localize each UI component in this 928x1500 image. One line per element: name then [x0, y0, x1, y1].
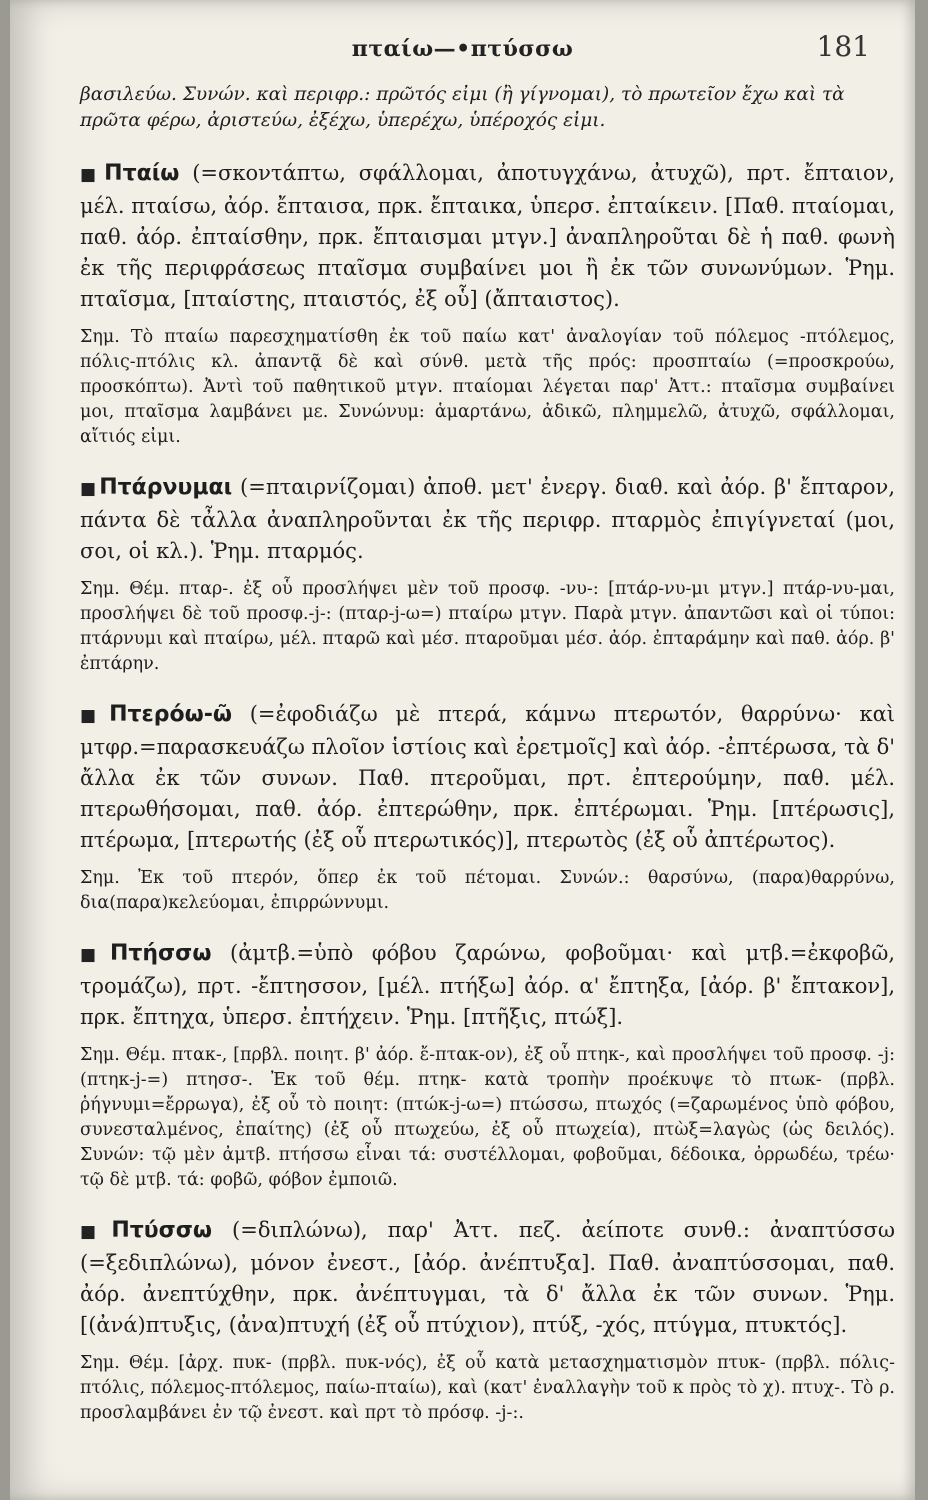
entry-ptarnymai: [80, 472, 895, 567]
note-ptesso: Σημ. Θέμ. πτακ-, [πρβλ. ποιητ. β' ἀόρ. ἔ-πτακ-ον), ἐξ οὗ πτηκ-, καὶ προσλήψει τοῦ προσφ. -j: (πτηκ-j-=) πτησσ-. Ἐκ τοῦ θέμ. πτηκ- κατὰ τροπὴν προέκυψε τὸ πτωκ- (πρβλ. ῥήγνυμι=ἔρρωγα), ἐξ οὗ τὸ ποιητ: (πτώκ-j-ω=) πτώσσω, πτωχός (=ζαρωμένος ὑπὸ φόβου, συνεσταλμένος, ἐπαίτης) (ἐξ οὗ πτωχεύω, ἐξ οὗ πτωχεία), πτὼξ=λαγὼς (ὡς δειλός). Συνών: τῷ μὲν ἀμτβ. πτήσσω εἶναι τά: συστέλλομαι, φοβοῦμαι, δέδοικα, ὀρρωδέω, τρέω· τῷ δὲ μτβ. τά: φοβῶ, φόβον ἐμποιῶ.: [80, 1045, 895, 1190]
headword: ■ Πτάρνυμαι: [80, 475, 232, 500]
headword: ■ Πταίω: [80, 161, 179, 186]
note-ptarnymai: Σημ. Θέμ. πταρ-. ἐξ οὗ προσλήψει μὲν τοῦ προσφ. -νυ-: [πτάρ-νυ-μι μτγν.] πτάρ-νυ-μαι, προσλήψει δὲ τοῦ προσφ.-j-: (πταρ-j-ω=) πταίρω μτγν. Παρὰ μτγν. ἀπαντῶσι καὶ οἱ τύποι: πτάρνυμι καὶ πταίρω, μέλ. πταρῶ καὶ μέσ. πταροῦμαι μέσ. ἀόρ. ἐπταράμην καὶ παθ. ἀόρ. β' ἐπτάρην.: [80, 579, 895, 674]
headword: ■ Πτύσσω: [80, 1218, 212, 1243]
headword: ■ Πτήσσω: [80, 941, 211, 966]
page-header: [10, 28, 915, 68]
entry-ptesso: [80, 938, 895, 1033]
entry-pteroo: [80, 699, 895, 856]
note-ptysso: Σημ. Θέμ. [ἀρχ. πυκ- (πρβλ. πυκ-νός), ἐξ οὗ κατὰ μετασχηματισμὸν πτυκ- (πρβλ. πόλις-πτόλις, πόλεμος-πτόλεμος, παίω-πταίω), καὶ (κατ' ἐναλλαγὴν τοῦ κ πρὸς τὸ χ). πτυχ-. Τὸ ρ. προσλαμβάνει ἐν τῷ ἐνεστ. καὶ πρτ τὸ πρόσφ. -j-:.: [80, 1353, 895, 1423]
headword: ■ Πτερόω-ῶ: [80, 702, 232, 727]
entry-ptaio: [80, 158, 895, 315]
intro-paragraph: βασιλεύω. Συνών. καὶ περιφρ.: πρῶτός εἰμι (ἢ γίγνομαι), τὸ πρωτεῖον ἔχω καὶ τὰ πρῶτα φέρω, ἀριστεύω, ἐξέχω, ὑπερέχω, ὑπέροχός εἰμι.: [80, 84, 845, 131]
entry-text: (=ἐφοδιάζω μὲ πτερά, κάμνω πτερωτόν, θαρρύνω· καὶ μτφρ.=παρασκευάζω πλοῖον ἱστίοις καὶ ἐρετμοῖς] καὶ ἀόρ. -ἐπτέρωσα, τὰ δ' ἄλλα ἐκ τῶν συνων. Παθ. πτεροῦμαι, πρτ. ἐπτερούμην, παθ. μέλ. πτερωθήσομαι, παθ. ἀόρ. ἐπτερώθην, πρκ. ἐπτέρωμαι. Ῥημ. [πτέρωσις], πτέρωμα, [πτερωτής (ἐξ οὗ πτερωτικός)], πτερωτὸς (ἐξ οὗ ἀπτέρωτος).: [80, 702, 896, 852]
page-number: 181: [816, 30, 870, 63]
running-title: πταίω—•πτύσσω: [351, 36, 574, 62]
page-body: [80, 82, 895, 1448]
book-page: [10, 0, 915, 1500]
entry-text: (=διπλώνω), παρ' Ἀττ. πεζ. ἀείποτε συνθ.: ἀναπτύσσω (=ξεδιπλώνω), μόνον ἐνεστ., [ἀόρ. ἀνέπτυξα]. Παθ. ἀναπτύσσομαι, παθ. ἀόρ. ἀνεπτύχθην, πρκ. ἀνέπτυγμαι, τὰ δ' ἄλλα ἐκ τῶν συνων. Ῥημ. [(ἀνά)πτυξις, (ἀνα)πτυχή (ἐξ οὗ πτύχιον), πτύξ, -χός, πτύγμα, πτυκτός].: [80, 1218, 895, 1337]
entry-text: (=σκοντάπτω, σφάλλομαι, ἀποτυγχάνω, ἀτυχῶ), πρτ. ἔπταιον, μέλ. πταίσω, ἀόρ. ἔπταισα, πρκ. ἔπταικα, ὑπερσ. ἐπταίκειν. [Παθ. πταίομαι, παθ. ἀόρ. ἐπταίσθην, πρκ. ἔπταισμαι μτγν.] ἀναπληροῦται δὲ ἡ παθ. φωνὴ ἐκ τῆς περιφράσεως πταῖσμα συμβαίνει μοι ἢ ἐκ τῶν συνωνύμων. Ῥημ. πταῖσμα, [πταίστης, πταιστός, ἐξ οὗ] (ἄπταιστος).: [80, 161, 895, 311]
note-pteroo: Σημ. Ἐκ τοῦ πτερόν, ὅπερ ἐκ τοῦ πέτομαι. Συνών.: θαρσύνω, (παρα)θαρρύνω, δια(παρα)κελεύομαι, ἐπιρρώννυμι.: [80, 868, 895, 913]
entry-ptysso: [80, 1215, 895, 1341]
entry-text: (ἀμτβ.=ὑπὸ φόβου ζαρώνω, φοβοῦμαι· καὶ μτβ.=ἐκφοβῶ, τρομάζω), πρτ. -ἔπτησσον, [μέλ. πτήξω] ἀόρ. α' ἔπτηξα, [ἀόρ. β' ἔπτακον], πρκ. ἔπτηχα, ὑπερσ. ἐπτήχειν. Ῥημ. [πτῆξις, πτώξ].: [80, 941, 895, 1029]
entry-text: (=πταιρνίζομαι) ἀποθ. μετ' ἐνεργ. διαθ. καὶ ἀόρ. β' ἔπταρον, πάντα δὲ τἆλλα ἀναπληροῦνται ἐκ τῆς περιφρ. πταρμὸς ἐπιγίγνεταί (μοι, σοι, οἱ κλ.). Ῥημ. πταρμός.: [80, 475, 895, 563]
note-ptaio: Σημ. Τὸ πταίω παρεσχηματίσθη ἐκ τοῦ παίω κατ' ἀναλογίαν τοῦ πόλεμος -πτόλεμος, πόλις-πτόλις κλ. ἀπαντᾷ δὲ καὶ σύνθ. μετὰ τῆς πρός: προσπταίω (=προσκρούω, προσκόπτω). Ἀντὶ τοῦ παθητικοῦ μτγν. πταίομαι λέγεται παρ' Ἀττ.: πταῖσμα συμβαίνει μοι, πταῖσμα λαμβάνει με. Συνώνυμ: ἁμαρτάνω, ἀδικῶ, πλημμελῶ, ἀτυχῶ, σφάλλομαι, αἴτιός εἰμι.: [80, 327, 895, 447]
